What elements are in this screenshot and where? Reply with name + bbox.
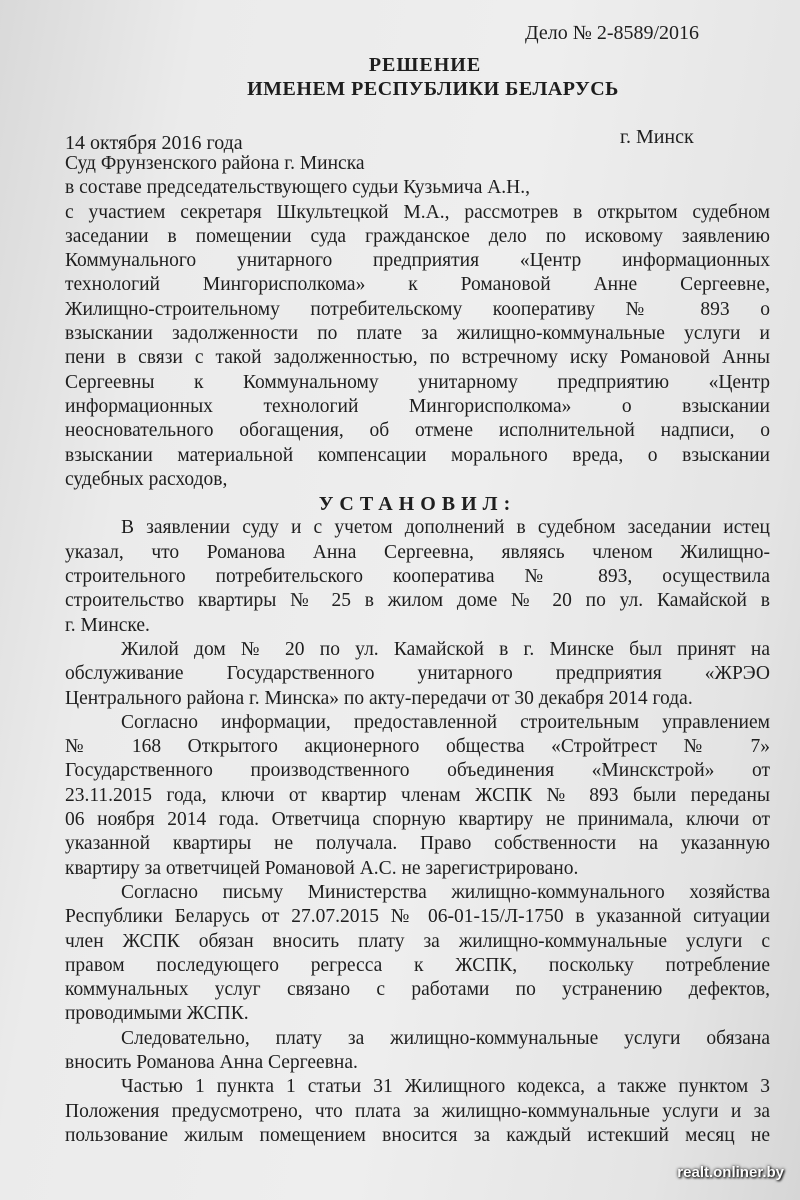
paragraph xyxy=(65,176,770,200)
text-line: Частью 1 пункта 1 статьи 31 Жилищного кодекса, а также пунктом 3 xyxy=(121,1076,770,1098)
text-line: Коммунального унитарного предприятия «Центр информационных xyxy=(65,250,770,272)
text-line: Следовательно, плату за жилищно-коммунальные услуги обязана xyxy=(121,1027,770,1049)
text-line: УСТАНОВИЛ: xyxy=(318,493,517,516)
text-line: технологий Мингорисполкома» к Романовой Анне Сергеевне, xyxy=(65,274,770,296)
text-line: правом последующего регресса к ЖСПК, поскольку потребление xyxy=(65,954,770,976)
decision-city: г. Минск xyxy=(620,126,694,148)
text-line: указанной квартиры не получала. Право собственности на указанную xyxy=(65,833,770,855)
text-line: вносить Романова Анна Сергеевна. xyxy=(65,1051,358,1073)
paragraph xyxy=(65,711,770,881)
text-line: Государственного производственного объединения «Минскстрой» от xyxy=(65,760,770,782)
text-line: Суд Фрунзенского района г. Минска xyxy=(65,153,365,174)
text-line: пользование жилым помещением вносится за каждый истекший месяц не xyxy=(65,1124,770,1146)
text-line: г. Минске. xyxy=(65,614,150,636)
text-line: Согласно письму Министерства жилищно-коммунального хозяйства xyxy=(121,881,770,903)
case-number: Дело № 2-8589/2016 xyxy=(525,22,700,44)
text-line: взыскании задолженности по плате за жилищно-коммунальные услуги и xyxy=(65,323,770,345)
section-heading xyxy=(65,492,770,516)
text-line: Центрального района г. Минска» по акту-передачи от 30 декабря 2014 года. xyxy=(65,687,693,709)
text-line: судебных расходов, xyxy=(65,468,228,490)
paragraph xyxy=(65,638,770,711)
text-line: указал, что Романова Анна Сергеевна, являясь членом Жилищно- xyxy=(65,541,770,563)
watermark: realt.onliner.by xyxy=(677,1164,784,1181)
text-line: взыскании материальной компенсации морального вреда, о взыскании xyxy=(65,444,770,466)
text-line: Жилой дом № 20 по ул. Камайской в г. Минске был принят на xyxy=(121,638,770,660)
text-line: обслуживание Государственного унитарного предприятия «ЖРЭО xyxy=(65,663,770,685)
text-line: В заявлении суду и с учетом дополнений в судебном заседании истец xyxy=(121,517,770,539)
text-line: с участием секретаря Шкультецкой М.А., рассмотрев в открытом судебном xyxy=(65,201,770,223)
paragraph xyxy=(65,1027,770,1076)
text-line: пени в связи с такой задолженностью, по встречному иску Романовой Анны xyxy=(65,347,770,369)
text-line: в составе председательствующего судьи Кузьмича А.Н., xyxy=(65,177,531,199)
text-line: Положения предусмотрено, что плата за жилищно-коммунальные услуги и за xyxy=(65,1100,770,1122)
text-line: информационных технологий Мингорисполкома» о взыскании xyxy=(65,395,770,417)
document-title: РЕШЕНИЕ xyxy=(368,54,482,76)
text-line: заседании в помещении суда гражданское дело по исковому заявлению xyxy=(65,225,770,247)
text-line: квартиру за ответчицей Романовой А.С. не зарегистрировано. xyxy=(65,857,579,879)
text-line: Согласно информации, предоставленной строительным управлением xyxy=(121,711,770,733)
text-line: коммунальных услуг связано с работами по устранению дефектов, xyxy=(65,979,770,1001)
text-line: строительство квартиры № 25 в жилом доме № 20 по ул. Камайской в xyxy=(65,590,770,612)
document-body xyxy=(65,152,770,1148)
text-line: строительного потребительского кооператива № 893, осуществила xyxy=(65,566,770,588)
text-line: Республики Беларусь от 27.07.2015 № 06-01-15/Л-1750 в указанной ситуации xyxy=(65,906,770,928)
text-line: член ЖСПК обязан вносить плату за жилищно-коммунальные услуги с xyxy=(65,930,770,952)
paragraph xyxy=(65,1075,770,1148)
text-line: Жилищно-строительному потребительскому кооперативу № 893 о xyxy=(65,298,770,320)
text-line: неосновательного обогащения, об отмене исполнительной надписи, о xyxy=(65,420,770,442)
decision-date: 14 октября 2016 года xyxy=(65,132,243,154)
paragraph xyxy=(65,201,770,493)
paragraph xyxy=(65,881,770,1027)
paragraph xyxy=(65,152,770,176)
text-line: 06 ноября 2014 года. Ответчица спорную квартиру не принимала, ключи от xyxy=(65,809,770,831)
paragraph xyxy=(65,516,770,637)
text-line: проводимыми ЖСПК. xyxy=(65,1003,249,1025)
text-line: 23.11.2015 года, ключи от квартир членам ЖСПК № 893 были переданы xyxy=(65,784,770,806)
text-line: Сергеевны к Коммунальному унитарному предприятию «Центр xyxy=(65,371,770,393)
text-line: № 168 Открытого акционерного общества «Стройтрест № 7» xyxy=(65,736,770,758)
document-subtitle: ИМЕНЕМ РЕСПУБЛИКИ БЕЛАРУСЬ xyxy=(247,78,619,100)
